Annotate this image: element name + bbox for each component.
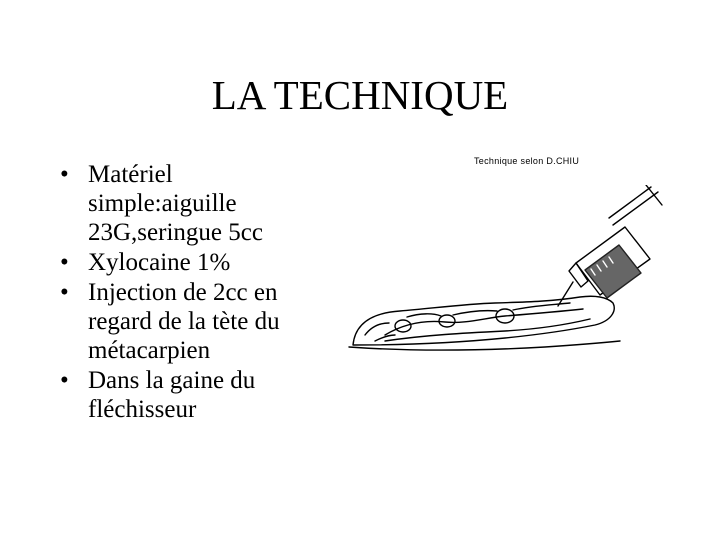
flexor-tendon	[385, 309, 583, 335]
bullet-icon: •	[60, 161, 69, 188]
slide-title: LA TECHNIQUE	[211, 72, 509, 118]
finger-base-line	[349, 341, 620, 350]
finger-outline	[353, 296, 614, 345]
bullet-text: Dans la gaine du fléchisseur	[88, 367, 256, 423]
bullet-item	[56, 248, 326, 277]
bullet-item	[56, 366, 326, 424]
bullet-icon: •	[60, 249, 69, 276]
syringe-finger-illustration-icon	[345, 185, 675, 365]
bullet-list	[56, 160, 326, 425]
bullet-icon: •	[60, 367, 69, 394]
figure-caption: Technique selon D.CHIU	[474, 156, 580, 166]
bullet-icon: •	[60, 279, 69, 306]
bullet-item	[56, 160, 326, 247]
needle	[558, 282, 573, 306]
bullet-text: Matériel simple:aiguille 23G,seringue 5cc	[88, 161, 263, 246]
bullet-item	[56, 278, 326, 365]
tendon-sheath	[385, 319, 590, 341]
plunger-thumb	[646, 185, 662, 205]
bullet-text: Xylocaine 1%	[88, 249, 231, 276]
bullet-text: Injection de 2cc en regard de la tète du métacarpien	[88, 279, 280, 364]
plunger-rod	[613, 192, 658, 225]
